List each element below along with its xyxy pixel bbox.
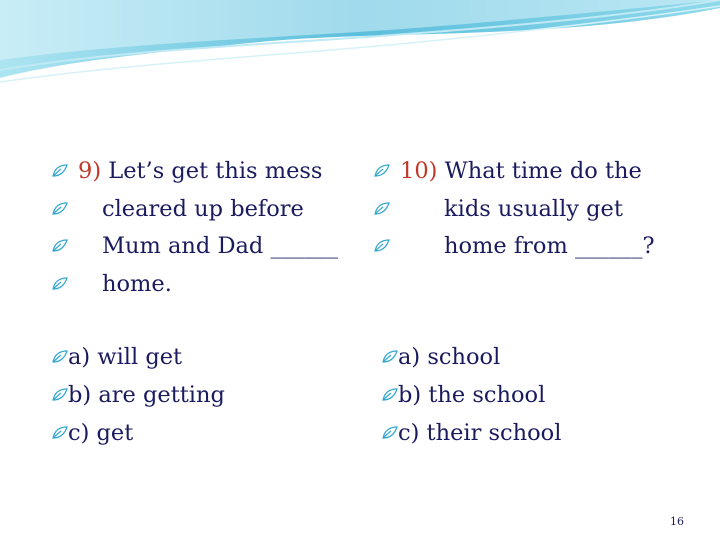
option-item[interactable] <box>52 380 352 418</box>
question-9-line-1 <box>52 156 372 194</box>
leaf-bullet-icon <box>52 350 68 364</box>
option-item[interactable] <box>382 342 682 380</box>
option-label: b) the school <box>398 382 546 408</box>
question-10 <box>374 156 694 269</box>
leaf-bullet-icon <box>52 164 68 178</box>
question-9-line-2 <box>52 194 372 232</box>
option-label: c) their school <box>398 420 562 446</box>
leaf-bullet-icon <box>374 239 390 253</box>
leaf-bullet-icon <box>382 350 398 364</box>
leaf-bullet-icon <box>52 426 68 440</box>
leaf-bullet-icon <box>382 388 398 402</box>
question-9-line-3 <box>52 231 372 269</box>
question-number: 9) <box>78 158 102 184</box>
header-wave-decoration <box>0 0 720 90</box>
leaf-bullet-icon <box>374 164 390 178</box>
option-item[interactable] <box>52 342 352 380</box>
option-label: a) school <box>398 344 501 370</box>
question-10-options <box>382 342 682 456</box>
question-text: Let’s get this mess <box>108 158 323 184</box>
option-label: c) get <box>68 420 134 446</box>
option-item[interactable] <box>382 418 682 456</box>
question-9 <box>52 156 372 306</box>
question-text: cleared up before <box>102 195 304 222</box>
question-10-line-2 <box>374 194 694 232</box>
question-10-line-3 <box>374 231 694 269</box>
leaf-bullet-icon <box>52 388 68 402</box>
question-text: home from ______? <box>444 233 655 259</box>
leaf-bullet-icon <box>52 277 68 291</box>
option-item[interactable] <box>52 418 352 456</box>
question-text: home. <box>102 270 172 297</box>
question-text: Mum and Dad ______ <box>102 233 338 259</box>
question-9-line-4 <box>52 269 372 307</box>
option-label: a) will get <box>68 344 183 370</box>
leaf-bullet-icon <box>382 426 398 440</box>
leaf-bullet-icon <box>52 202 68 216</box>
question-number: 10) <box>400 158 438 184</box>
page-number: 16 <box>670 515 684 528</box>
question-9-options <box>52 342 352 456</box>
question-text: kids usually get <box>444 195 623 222</box>
option-item[interactable] <box>382 380 682 418</box>
question-text: What time do the <box>444 158 642 184</box>
question-10-line-1 <box>374 156 694 194</box>
option-label: b) are getting <box>68 382 225 408</box>
leaf-bullet-icon <box>52 239 68 253</box>
leaf-bullet-icon <box>374 202 390 216</box>
